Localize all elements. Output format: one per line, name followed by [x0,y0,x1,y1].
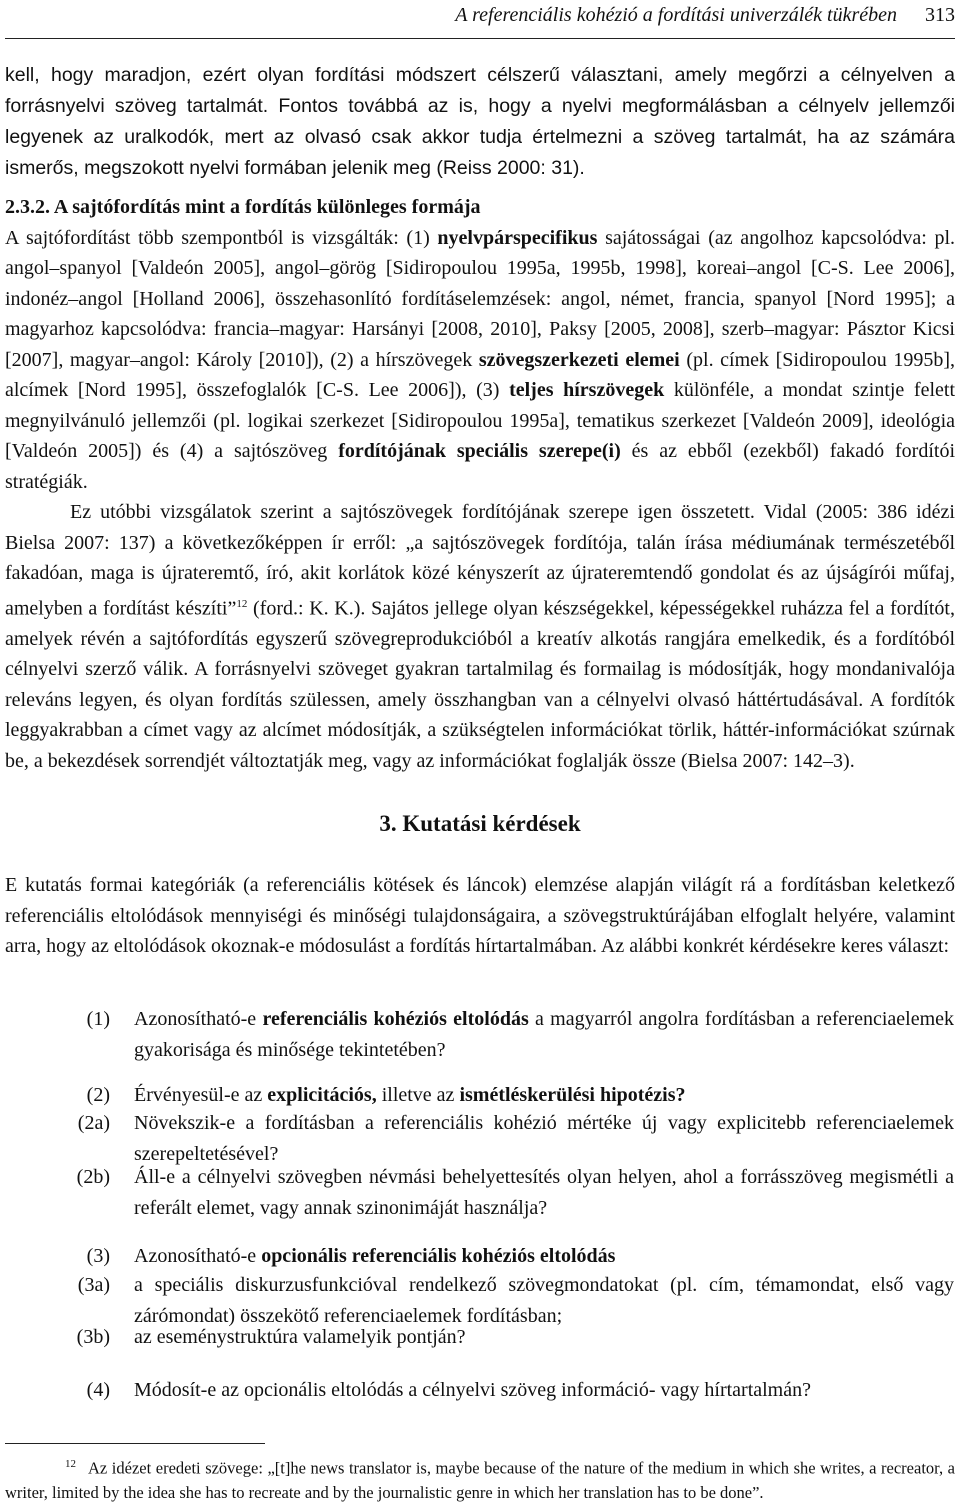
question-number: (3a) [77,1274,110,1296]
bold-term: nyelvpárspecifikus [437,226,598,249]
question-number: (3b) [76,1326,110,1348]
question-number: (3) [86,1245,110,1267]
text-run: Érvényesül-e az [134,1084,268,1106]
section-heading-3: 3. Kutatási kérdések [379,811,581,836]
bold-term: opcionális referenciális kohéziós eltolódás [261,1245,616,1267]
footnote-text: Az idézet eredeti szövege: „[t]he news translator is, maybe because of the nature of the medium in which she writes, a recreator, a writer, limited by the idea she has to recreate and by the journalistic genre in which her translation has to be done”. [5,1458,955,1502]
footnote-rule [5,1443,265,1444]
page-number: 313 [925,4,955,26]
question-number: (2a) [77,1112,110,1134]
question-number: (4) [86,1379,110,1401]
bold-term: referenciális kohéziós eltolódás [262,1008,529,1030]
text-run: Azonosítható-e [134,1008,263,1030]
section-2-3-2 [5,192,955,776]
paragraph-press-translation [5,223,955,498]
text-run: (ford.: K. K.). Sajátos jellege olyan készségekkel, képességekkel ruházza fel a fordítót, amelyek révén a sajtófordítás egyszerű szövegreprodukcióból a kreatív alkotás rangjára emelkedik, és a fordítóból célnyelvi szerző válik. A forrásnyelvi szöveget gyakran tartalmilag és formailag is módosítják, hogy mondanivalója releváns legyen, és olyan fordítás szülessen, amely összhangban van a célnyelvi olvasó háttértudásával. A fordítók leggyakrabban a címet vagy az alcímet módosítják, a szükségtelen információkat törlik, háttér-információkat szúrnak be, a bekezdések sorrendjét változtatják meg, vagy az információkat foglalják össze (Bielsa 2007: 142–3). [5,597,955,772]
bold-term: ismétléskerülési hipotézis? [459,1084,686,1106]
header-rule [5,38,955,39]
question-number: (1) [86,1008,110,1030]
footnote-number: 12 [65,1458,76,1470]
bold-term: fordítójának speciális szerepe(i) [338,440,621,462]
text-run: és az ebből (ezekből) fakadó fordítói stratégiák. [5,440,956,493]
section-heading-2-3-2: 2.3.2. A sajtófordítás mint a fordítás különleges formája [5,196,481,218]
text-run: Ez utóbbi vizsgálatok szerint a sajtószövegek fordítójának szerepe igen összetett. Vidal (2005: 386 idézi Bielsa 2007: 137) a következőképpen ír erről: „a sajtószövegek fordítója, talán írása médiumának természetéből fakadóan, maga is újrateremtő, író, akit korlátok közé kényszerít az újrateremtendő gondolat és az újságírói műfaj, amelyben a fordítást készíti” [5,501,955,620]
question-text: az eseménystruktúra valamelyik pontján? [134,1326,466,1348]
question-text: Módosít-e az opcionális eltolódás a célnyelvi szöveg információ- vagy hírtartalmán? [134,1379,811,1401]
page-header [0,2,955,30]
text-run: különféle, a mondat szintje felett megnyilvánuló jellemzői (pl. logikai szerkezet [Sidiropoulou 1995a], tematikus szerkezet [Valdeón 2009], ideológia [Valdeón 2005]) és (4) a sajtószöveg [5,379,956,462]
question-text [134,1004,954,1065]
text-run: Azonosítható-e [134,1245,262,1267]
text-run: illetve az [376,1084,460,1106]
question-number: (2) [86,1084,110,1106]
text-run: a magyarról angolra fordításban a referenciaelemek gyakorisága és minősége tekintetében? [134,1008,955,1061]
question-text: a speciális diskurzusfunkcióval rendelkező szövegmondatokat (pl. cím, témamondat, első vagy zárómondat) összekötő referenciaelemek fordításban; [134,1274,954,1327]
text-run: sajátosságai (az angolhoz kapcsolódva: pl. angol–spanyol [Valdeón 2005], angol–görög [Sidiropoulou 1995a, 1995b, 1998], koreai–angol [C-S. Lee 2006], indonéz–angol [Holland 2006], összehasonlító fordításelemzések: angol, német, francia, spanyol [Nord 1995]; a magyarhoz kapcsolódva: francia–magyar: Harsányi [2008, 2010], Paksy [2005, 2008], szerb–magyar: Pásztor Kicsi [2007], magyar–angol: Károly [2010]), (2) a hírszövegek [5,226,956,371]
text-run: (pl. címek [Sidiropoulou 1995b], alcímek [Nord 1995], összefoglalók [C-S. Lee 2006]), (3) [5,348,955,401]
paragraph-reiss: kell, hogy maradjon, ezért olyan fordítási módszert célszerű választani, amely megőrzi a célnyelven a forrásnyelvi szöveg tartalmát. Fontos továbbá az is, hogy a nyelvi megformálásban a célnyelv jellemzői legyenek az uralkodók, mert az olvasó csak akkor tudja értelmezni a szöveg tartalmát, ha az számára ismerős, megszokott nyelvi formában jelenik meg (Reiss 2000: 31). [5,64,955,179]
text-run: A sajtófordítást több szempontból is vizsgálták: (1) [5,226,438,249]
paragraph-research-intro: E kutatás formai kategóriák (a referenciális kötések és láncok) elemzése alapján világít rá a fordításban keletkező referenciális eltolódások mennyiségi és minőségi tulajdonságaira, a szövegstruktúrájában elfoglalt helyére, valamint arra, hogy az eltolódások okoznak-e módosulást a fordítás hírtartalmában. Az alábbi konkrét kérdésekre keres választ: [5,874,955,957]
bold-term: szövegszerkezeti elemei [478,348,680,371]
running-title: A referenciális kohézió a fordítási univerzálék tükrében [455,4,897,26]
footnote [5,1452,955,1505]
question-text: Növekszik-e a fordításban a referenciális kohézió mértéke új vagy explicitebb referenciaelemek szerepeltetésével? [134,1112,954,1165]
question-text: Áll-e a célnyelvi szövegben névmási behelyettesítés olyan helyen, ahol a forrásszöveg megismétli a referált elemet, vagy annak szinonimáját használja? [134,1166,954,1219]
bold-term: explicitációs, [267,1084,377,1106]
paragraph-translator-role [5,497,955,776]
bold-term: teljes hírszövegek [509,379,665,401]
question-text [134,1241,954,1272]
question-text [134,1080,954,1111]
footnote-marker[interactable]: 12 [236,597,248,610]
question-number: (2b) [76,1166,110,1188]
